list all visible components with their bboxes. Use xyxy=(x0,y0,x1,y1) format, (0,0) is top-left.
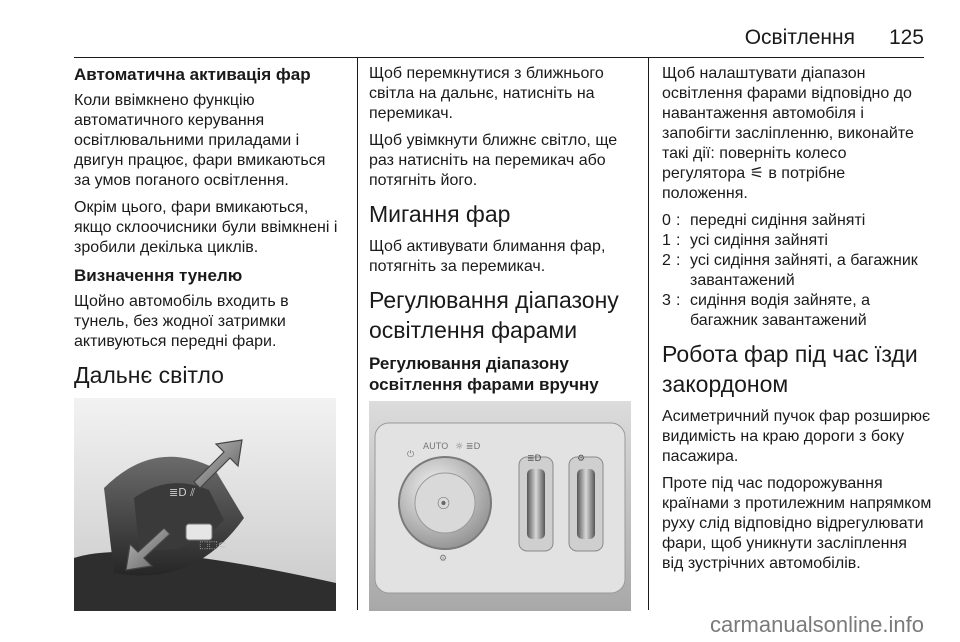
list-item-number: 0 xyxy=(662,212,671,229)
paragraph-flash: Щоб активувати блимання фар, потягніть за перемикач. xyxy=(369,238,606,275)
load-positions-list xyxy=(662,211,932,331)
list-item-colon: : xyxy=(676,252,681,269)
paragraph-auto-2: Окрім цього, фари вмикаються, якщо склоочисники були ввімкнені і зробили декілька циклів. xyxy=(74,199,338,256)
list-item-colon: : xyxy=(676,292,681,309)
running-title: Освітлення xyxy=(744,26,855,49)
header-rule xyxy=(74,57,924,58)
heading-manual-range-adjustment: Регулювання діапазону освітлення фарами вручну xyxy=(369,354,599,394)
lever-photo xyxy=(74,398,336,611)
heading-high-beam: Дальнє світло xyxy=(74,362,224,388)
list-item-number: 2 xyxy=(662,252,671,269)
column-3 xyxy=(662,64,932,581)
watermark: carmanualsonline.info xyxy=(709,612,924,637)
heading-tunnel-detection: Визначення тунелю xyxy=(74,266,243,285)
page-number: 125 xyxy=(888,26,924,49)
svg-text:⬚⬚⊂: ⬚⬚⊂ xyxy=(199,540,227,551)
heading-headlight-flash: Мигання фар xyxy=(369,201,511,227)
list-item xyxy=(662,211,932,231)
paragraph-high-beam-1: Щоб перемкнутися з ближнього світла на дальнє, натисніть на перемикач. xyxy=(369,65,604,122)
column-divider-2 xyxy=(648,58,649,610)
list-item-colon: : xyxy=(676,212,681,229)
heading-driving-abroad: Робота фар під час їзди закордоном xyxy=(662,341,918,397)
paragraph-tunnel: Щойно автомобіль входить в тунель, без жодної затримки активуються передні фари. xyxy=(74,293,289,350)
list-item-description: усі сидіння зайняті xyxy=(690,232,828,249)
list-item-description: передні сидіння зайняті xyxy=(690,212,866,229)
svg-text:⚙: ⚙ xyxy=(439,554,448,564)
column-1 xyxy=(74,64,344,611)
svg-text:⚙: ⚙ xyxy=(577,454,586,464)
svg-text:☼ ≣D: ☼ ≣D xyxy=(455,442,481,452)
svg-text:≣D ⫽: ≣D ⫽ xyxy=(169,486,196,499)
paragraph-range-instructions: Щоб налаштувати діапазон освітлення фарами відповідно до навантаження автомобіля і запобігти засліпленню, виконайте такі дії: поверніть колесо регулятора ⚟ в потрібне положення. xyxy=(662,65,914,202)
light-switch-illustration xyxy=(369,401,631,611)
paragraph-auto-1: Коли ввімкнено функцію автоматичного керування освітлювальними приладами і двигун працює, фари вмикаються за умов поганого освітлення. xyxy=(74,92,326,189)
column-divider-1 xyxy=(357,58,358,610)
list-item-number: 3 xyxy=(662,292,671,309)
svg-text:⦿: ⦿ xyxy=(437,497,451,512)
light-switch-photo xyxy=(369,401,631,611)
list-item xyxy=(662,251,932,291)
list-item xyxy=(662,291,932,331)
paragraph-abroad-2: Проте під час подорожування країнами з протилежним напрямком руху слід відповідно відрегулювати фари, щоб уникнути засліплення від зустрічних автомобілів. xyxy=(662,475,932,572)
column-2 xyxy=(369,64,635,611)
paragraph-high-beam-2: Щоб увімкнути ближнє світло, ще раз натисніть на перемикач або потягніть його. xyxy=(369,132,618,189)
auto-label: AUTO xyxy=(423,442,449,452)
page-header xyxy=(0,0,960,60)
lever-illustration xyxy=(74,398,336,611)
heading-range-adjustment: Регулювання діапазону освітлення фарами xyxy=(369,287,619,343)
list-item-colon: : xyxy=(676,232,681,249)
svg-text:≣D: ≣D xyxy=(527,454,542,464)
list-item-description: усі сидіння зайняті, а багажник завантажений xyxy=(690,252,918,289)
list-item-description: сидіння водія зайняте, а багажник завантажений xyxy=(690,292,870,329)
list-item xyxy=(662,231,932,251)
svg-text:⏻: ⏻ xyxy=(407,450,415,460)
paragraph-abroad-1: Асиметричний пучок фар розширює видимість на краю дороги з боку пасажира. xyxy=(662,408,931,465)
list-item-number: 1 xyxy=(662,232,671,249)
heading-auto-activation: Автоматична активація фар xyxy=(74,65,311,84)
